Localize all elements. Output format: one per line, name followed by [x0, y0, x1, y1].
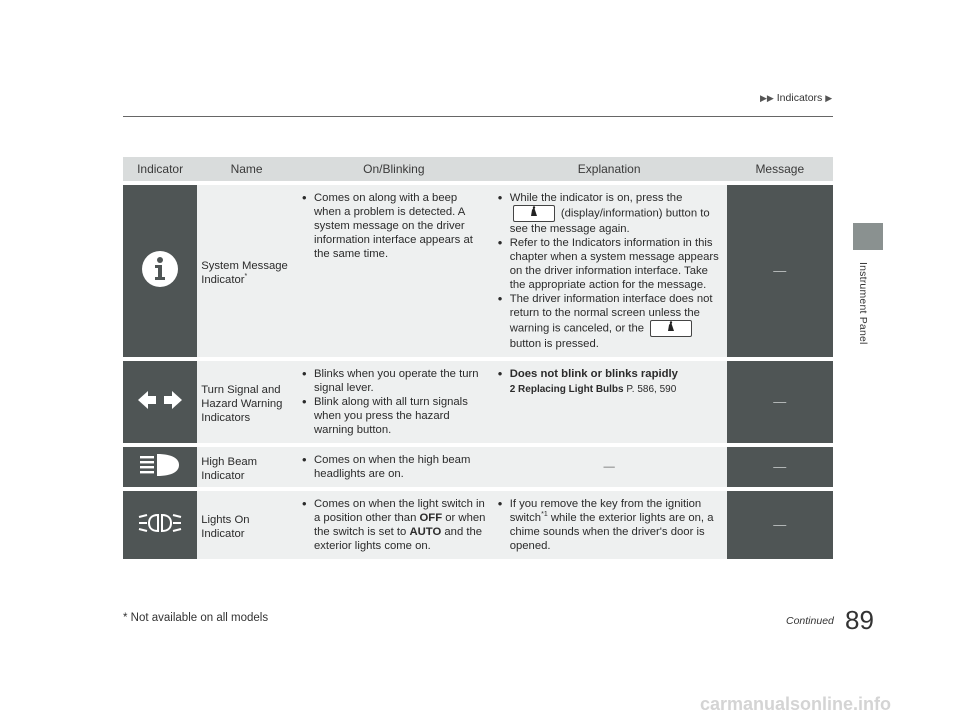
list-item: • While the indicator is on, press the (display/information) button to see the message again. [492, 191, 721, 236]
explanation-cell: — [492, 445, 727, 489]
table-row [123, 445, 833, 489]
list-item: • If you remove the key from the ignition switch$^{*1}$ while the exterior lights are on, a chime sounds when the driver's door is opened. [492, 497, 721, 553]
indicator-icon-cell [123, 489, 197, 561]
message-cell: — [727, 183, 833, 359]
list-item: • The driver information interface does not return to the normal screen unless the warning is canceled, or the button is pressed. [492, 292, 721, 351]
breadcrumb-label[interactable]: Indicators [776, 92, 823, 104]
chevron-right-icon: ▶ [825, 93, 833, 103]
high-beam-icon [139, 453, 181, 477]
list-item: • Blinks when you operate the turn signal lever. [296, 367, 486, 395]
message-cell: — [727, 445, 833, 489]
turn-signal-arrows-icon [137, 389, 183, 411]
indicator-icon-cell [123, 445, 197, 489]
message-cell: — [727, 359, 833, 445]
indicator-name: Turn Signal and Hazard Warning Indicators [197, 359, 296, 445]
double-chevron-right-icon: ▶▶ [760, 93, 774, 103]
indicators-table [123, 157, 833, 561]
footnote-mark: * [244, 273, 248, 281]
breadcrumb [760, 92, 900, 104]
list-item: • Comes on along with a beep when a problem is detected. A system message on the driver information interface appears at the same time. [296, 191, 486, 261]
message-cell: — [727, 489, 833, 561]
list-item: • Comes on when the light switch in a position other than OFF or when the switch is set to AUTO and the exterior lights come on. [296, 497, 486, 553]
explanation-cell [492, 183, 727, 359]
table-row [123, 489, 833, 561]
list-item: • Refer to the Indicators information in this chapter when a system message appears on the driver information interface. Take the appropriate action for the message. [492, 236, 721, 292]
list-item: • Comes on when the high beam headlights are on. [296, 453, 486, 481]
section-label: Instrument Panel [857, 262, 869, 345]
list-item: • Blink along with all turn signals when you press the hazard warning button. [296, 395, 486, 437]
info-circle-icon [140, 249, 180, 289]
on-blinking-cell [296, 183, 492, 359]
indicator-icon-cell [123, 359, 197, 445]
column-header: Indicator [123, 157, 197, 183]
section-tab[interactable] [853, 223, 883, 250]
explanation-cell [492, 489, 727, 561]
column-header: Message [727, 157, 833, 183]
header-rule [123, 116, 833, 117]
on-blinking-cell [296, 489, 492, 561]
watermark: carmanualsonline.info [700, 694, 892, 714]
indicator-name: Lights On Indicator [197, 489, 296, 561]
indicator-name: System Message Indicator* [197, 183, 296, 359]
lights-on-icon [138, 512, 182, 534]
column-header: Name [197, 157, 296, 183]
table-row [123, 359, 833, 445]
explanation-cell [492, 359, 727, 445]
continued-label: Continued [786, 615, 834, 627]
indicator-icon-cell [123, 183, 197, 359]
page-number: 89 [845, 605, 874, 635]
reference-mark: 2 [509, 384, 516, 395]
table-header-row [123, 157, 833, 183]
list-item: • Does not blink or blinks rapidly 2 Replacing Light Bulbs P. 586, 590 [492, 367, 721, 397]
display-info-button-icon [650, 320, 692, 337]
column-header: Explanation [492, 157, 727, 183]
table-row [123, 183, 833, 359]
column-header: On/Blinking [296, 157, 492, 183]
footnote: * Not available on all models [123, 612, 269, 624]
on-blinking-cell [296, 359, 492, 445]
indicator-name: High Beam Indicator [197, 445, 296, 489]
page-reference[interactable]: 2 Replacing Light Bulbs P. 586, 590 [509, 384, 677, 395]
display-info-button-icon [513, 205, 555, 222]
on-blinking-cell [296, 445, 492, 489]
footnote-mark: *1 [541, 511, 548, 519]
